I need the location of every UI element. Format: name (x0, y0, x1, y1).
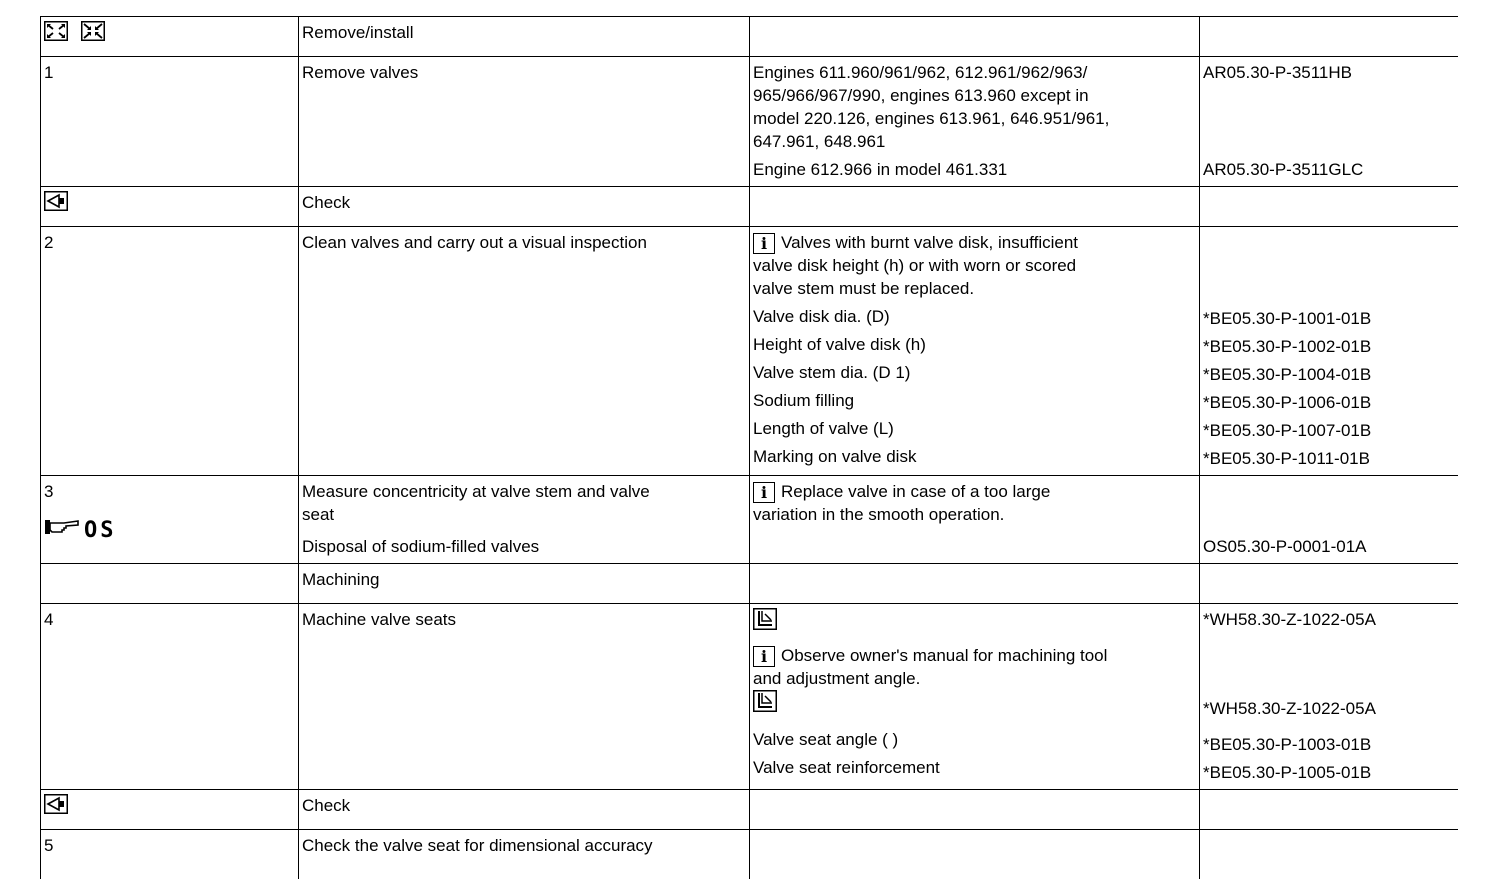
spec-label: Height of valve disk (h) (753, 335, 926, 354)
section-title: Check (299, 790, 750, 830)
doc-reference-link[interactable]: *BE05.30-P-1007-01B (1203, 421, 1372, 440)
expand-arrows-icon (44, 21, 68, 47)
doc-reference-link[interactable]: *WH58.30-Z-1022-05A (1203, 610, 1376, 629)
step-action: Machine valve seats (299, 604, 750, 790)
disposal-text: Disposal of sodium-filled valves (302, 537, 540, 556)
step-number: 4 (44, 610, 54, 629)
step-refs (1200, 604, 1459, 790)
step-row-1 (41, 57, 1459, 187)
info-icon: i (753, 482, 775, 503)
os-marker: OS (84, 517, 117, 543)
note-line: 647.961, 648.961 (753, 132, 886, 151)
section-title: Remove/install (299, 17, 750, 57)
action-line: Measure concentricity at valve stem and valve (302, 482, 650, 501)
step-action (299, 476, 750, 564)
spec-label: Valve seat angle ( ) (753, 730, 899, 749)
spec-label: Sodium filling (753, 391, 855, 410)
step-notes (750, 227, 1200, 476)
spec-label: Length of valve (L) (753, 419, 894, 438)
section-title: Machining (299, 564, 750, 604)
step-row-4 (41, 604, 1459, 790)
info-text: valve disk height (h) or with worn or scored (753, 256, 1077, 275)
machining-tool-icon (753, 690, 777, 718)
info-text: Observe owner's manual for machining tool (781, 646, 1108, 665)
doc-reference-link[interactable]: *BE05.30-P-1004-01B (1203, 365, 1372, 384)
info-text: and adjustment angle. (753, 669, 921, 688)
section-row-check (41, 790, 1459, 830)
note-line: model 220.126, engines 613.961, 646.951/961, (753, 109, 1110, 128)
doc-reference-link[interactable]: *BE05.30-P-1005-01B (1203, 763, 1372, 782)
step-refs (1200, 476, 1459, 564)
procedure-table (40, 16, 1458, 879)
step-number: 1 (44, 63, 54, 82)
empty-cell (750, 17, 1200, 57)
spec-label: Valve stem dia. (D 1) (753, 363, 911, 382)
doc-reference-link[interactable]: *WH58.30-Z-1022-05A (1203, 699, 1376, 718)
doc-reference-link[interactable]: AR05.30-P-3511HB (1203, 63, 1352, 82)
note-line: 965/966/967/990, engines 613.960 except in (753, 86, 1089, 105)
doc-reference-link[interactable]: *BE05.30-P-1001-01B (1203, 309, 1372, 328)
doc-reference-link[interactable]: AR05.30-P-3511GLC (1203, 160, 1364, 179)
action-line: seat (302, 505, 335, 524)
section-title: Check (299, 187, 750, 227)
step-row-3 (41, 476, 1459, 564)
section-row-remove-install (41, 17, 1459, 57)
step-row-2 (41, 227, 1459, 476)
step-notes (750, 476, 1200, 564)
machining-tool-icon (753, 608, 777, 636)
spec-label: Marking on valve disk (753, 447, 917, 466)
step-refs (1200, 57, 1459, 187)
step-number: 3 (44, 482, 54, 501)
step-row-5 (41, 830, 1459, 880)
spec-label: Valve disk dia. (D) (753, 307, 890, 326)
step-number: 5 (44, 836, 54, 855)
info-text: variation in the smooth operation. (753, 505, 1005, 524)
spec-label: Valve seat reinforcement (753, 758, 940, 777)
step-action: Clean valves and carry out a visual inspection (299, 227, 750, 476)
note-line: Engines 611.960/961/962, 612.961/962/963/ (753, 63, 1088, 82)
note-line: Engine 612.966 in model 461.331 (753, 160, 1008, 179)
doc-reference-link[interactable]: OS05.30-P-0001-01A (1203, 537, 1367, 556)
info-icon: i (753, 233, 775, 254)
doc-reference-link[interactable]: *BE05.30-P-1002-01B (1203, 337, 1372, 356)
empty-cell (1200, 17, 1459, 57)
pointing-hand-icon (44, 517, 80, 543)
doc-reference-link[interactable]: *BE05.30-P-1011-01B (1203, 449, 1370, 468)
info-text: valve stem must be replaced. (753, 279, 975, 298)
step-notes (750, 604, 1200, 790)
doc-reference-link[interactable]: *BE05.30-P-1006-01B (1203, 393, 1372, 412)
repair-procedure-sheet (40, 16, 1458, 886)
info-text: Valves with burnt valve disk, insufficient (781, 233, 1079, 252)
step-notes (750, 57, 1200, 187)
step-action: Check the valve seat for dimensional accuracy (299, 830, 750, 880)
step-refs (1200, 227, 1459, 476)
section-row-machining (41, 564, 1459, 604)
doc-reference-link[interactable]: *BE05.30-P-1003-01B (1203, 735, 1372, 754)
info-text: Replace valve in case of a too large (781, 482, 1051, 501)
section-row-check (41, 187, 1459, 227)
step-action: Remove valves (299, 57, 750, 187)
info-icon: i (753, 646, 775, 667)
collapse-arrows-icon (81, 21, 105, 47)
check-speaker-icon (44, 191, 68, 217)
check-speaker-icon (44, 794, 68, 820)
section-icons-cell (41, 17, 299, 57)
step-number: 2 (44, 233, 54, 252)
